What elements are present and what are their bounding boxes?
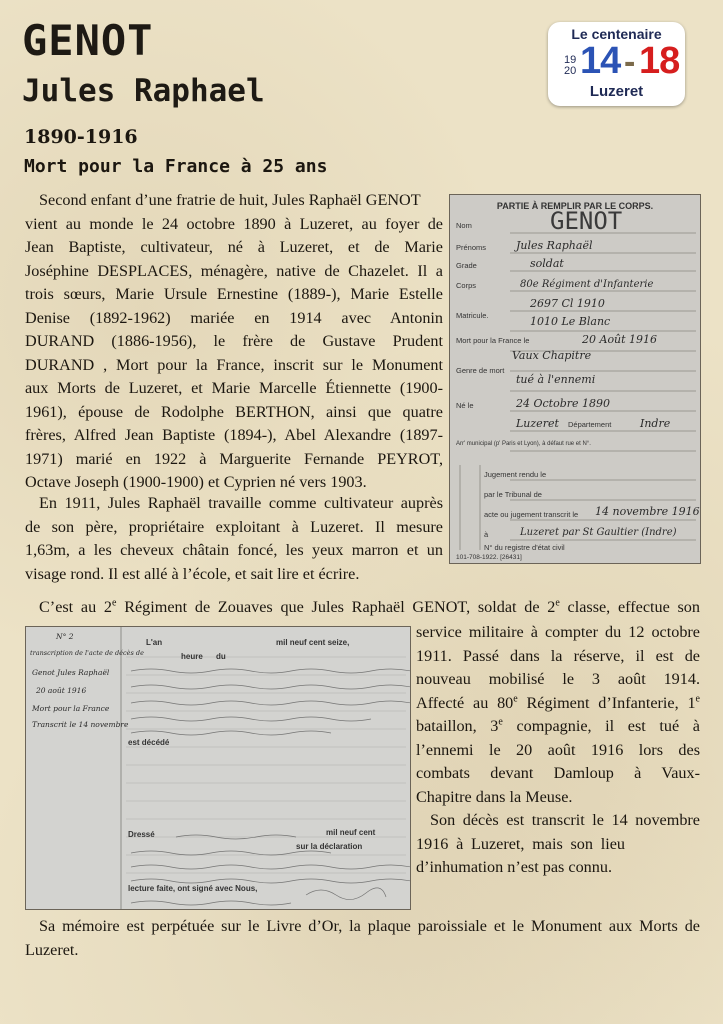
given-names: Jules Raphael — [22, 73, 265, 109]
card1-label: Matricule. — [456, 311, 489, 320]
p3-line — [416, 715, 700, 739]
card1-label: Département — [568, 420, 612, 429]
card2-margin: Transcrit le 14 novembre — [32, 720, 129, 729]
card1-label: Arr' municipal (p' Paris et Lyon), à défaut rue et N°. — [456, 441, 591, 447]
card2-printed: L'an — [146, 638, 163, 647]
card1-value: 20 Août 1916 — [582, 333, 658, 346]
p3-sup: e — [555, 597, 560, 609]
card2-printed: lecture faite, ont signé avec Nous, — [128, 884, 258, 893]
paragraph-1911 — [25, 492, 443, 586]
p4-line: d’inhumation n’est pas connu. — [416, 858, 613, 876]
logo-bottom-text: Luzeret — [589, 83, 644, 100]
p2-line: 1,63m, a les cheveux châtain foncé, les yeux marron et un — [25, 541, 443, 559]
p3-line: 1911. Passé dans la réserve, il est de — [416, 646, 700, 665]
p5-line: Sa mémoire est perpétuée sur le Livre d’Or, la plaque paroissiale et le Monument aux Morts de — [39, 917, 700, 935]
p3-line: Chapitre dans la Meuse. — [416, 787, 573, 806]
card1-value: Jules Raphaël — [516, 239, 593, 252]
p1-line: DURAND (1886-1956), le frère de Gustave Prudent — [25, 332, 443, 350]
p3-sup: e — [513, 693, 518, 705]
p3-line: combats devant Damloup à Vaux- — [416, 764, 700, 782]
paragraph-memory — [25, 915, 700, 962]
logo-18: 18 — [639, 40, 680, 82]
p1-line: DURAND , Mort pour la France, inscrit sur le Monument — [25, 355, 443, 374]
p3-line: service militaire à compter du 12 octobre — [416, 623, 700, 641]
p1-line: aux Morts de Luzeret, et Marie Marcelle Étiennette (1900- — [25, 379, 443, 397]
surname: GENOT — [22, 16, 154, 65]
card1-label: Jugement rendu le — [484, 470, 547, 479]
logo-14: 14 — [580, 40, 621, 82]
card1-label: Nom — [456, 221, 472, 230]
card1-header: PARTIE À REMPLIR PAR LE CORPS. — [496, 201, 654, 211]
death-transcript-register — [25, 626, 411, 910]
p5-line: Luzeret. — [25, 940, 79, 959]
p1-line: Second enfant d’une fratrie de huit, Jules Raphaël GENOT — [39, 191, 421, 209]
p1-line: Octave Joseph (1900-1900) et Cyprien né vers 1903. — [25, 473, 367, 491]
p1-line: 1961), épouse de Rodolphe BERTHON, ainsi que quatre — [25, 402, 443, 421]
card2-margin: N° 2 — [56, 632, 74, 641]
card2-printed: mil neuf cent — [326, 828, 376, 837]
card2-printed: mil neuf cent seize, — [276, 638, 350, 647]
card2-margin: Genot Jules Raphaël — [32, 668, 110, 677]
card2-margin: Mort pour la France — [32, 704, 110, 713]
card1-value: 80e Régiment d'Infanterie — [520, 279, 654, 290]
card1-value: Indre — [640, 417, 671, 430]
card1-value: Luzeret — [516, 417, 559, 430]
logo-small-bottom: 20 — [564, 65, 577, 77]
card2-printed: du — [216, 652, 226, 661]
paragraph-transcription — [416, 809, 700, 880]
p1-line: Jean Baptiste, cultivateur, né à Luzeret, et de Marie — [25, 238, 443, 256]
p3-line: l’ennemi le 20 août 1916 lors des — [416, 740, 700, 759]
logo-small-top: 19 — [564, 54, 577, 66]
death-record-card — [449, 194, 701, 564]
p2-line: En 1911, Jules Raphaël travaille comme cultivateur auprès — [39, 494, 443, 512]
card1-value: 1010 Le Blanc — [530, 315, 611, 328]
card1-value: Luzeret par St Gaultier (Indre) — [520, 527, 677, 538]
card2-printed: heure — [181, 652, 203, 661]
card2-margin: 20 août 1916 — [36, 686, 87, 695]
p3-sup: e — [112, 597, 117, 609]
card1-value: tué à l'ennemi — [516, 373, 596, 386]
p2-line: de son père, propriétaire exploitant à Luzeret. Il mesure — [25, 517, 443, 536]
card1-label: par le Tribunal de — [484, 490, 542, 499]
p1-line: Denise (1892-1962) mariée en 1914 avec Antonin — [25, 308, 443, 327]
p3-text: compagnie, il est tué à — [502, 717, 700, 735]
life-years: 1890-1916 — [24, 126, 138, 148]
p1-line: 1971) marié en 1922 à Marguerite Fernande PEYROT, — [25, 449, 443, 468]
card1-label: Mort pour la France le — [456, 336, 530, 345]
card1-label: Grade — [456, 261, 477, 270]
card1-value: Vaux Chapitre — [512, 349, 592, 362]
p3-text: C’est au 2 — [39, 598, 113, 616]
p3-text: bataillon, 3 — [416, 717, 499, 735]
p3-text: Régiment d’Infanterie, 1 — [517, 693, 696, 712]
logo-small-years — [564, 55, 576, 77]
card1-label: Né le — [456, 401, 474, 410]
card2-printed: est décédé — [128, 738, 170, 747]
card1-label: Genre de mort — [456, 366, 505, 375]
p2-line: visage rond. Il est allé à l’école, et sait lire et écrire. — [25, 564, 360, 583]
card1-label: Corps — [456, 281, 477, 290]
p1-line: trois sœurs, Marie Ursule Ernestine (1889-), Marie Estelle — [25, 285, 443, 303]
p3-line — [416, 692, 700, 716]
centenaire-logo — [548, 22, 685, 106]
logo-top-text: Le centenaire — [571, 26, 662, 42]
p3-text: classe, effectue son — [559, 598, 700, 616]
card1-value: 24 Octobre 1890 — [516, 397, 611, 410]
card2-margin: transcription de l'acte de décès de — [30, 649, 144, 657]
p4-line: 1916 à Luzeret, mais son lieu — [416, 834, 625, 853]
card1-value: soldat — [530, 257, 564, 270]
card1-label: acte ou jugement transcrit le — [484, 510, 579, 519]
p3-first-line — [25, 596, 700, 620]
card2-printed: sur la déclaration — [296, 842, 363, 851]
p3-text: Régiment de Zouaves que Jules Raphaël GENOT, soldat de 2 — [116, 598, 556, 616]
card1-label: N° du registre d'état civil — [484, 543, 565, 552]
subtitle: Mort pour la France à 25 ans — [24, 156, 328, 177]
p4-line: Son décès est transcrit le 14 novembre — [430, 811, 700, 829]
paragraph-service — [416, 621, 700, 809]
p3-sup: e — [695, 693, 700, 705]
card1-name: GENOT — [550, 207, 623, 235]
logo-dash: - — [624, 43, 636, 81]
p1-line: Joséphine DESPLACES, ménagère, native de Chazelet. Il a — [25, 261, 443, 280]
card1-footer: 101-708-1922. [26431] — [456, 554, 522, 561]
p1-line: vient au monde le 24 octobre 1890 à Luzeret, au foyer de — [25, 214, 443, 233]
card1-label: à — [484, 530, 489, 539]
card1-value: 2697 Cl 1910 — [530, 297, 605, 310]
p3-line: nouveau mobilisé le 3 août 1914. — [416, 670, 700, 688]
card2-printed: Dressé — [128, 830, 155, 839]
card1-value: 14 novembre 1916 — [595, 505, 700, 518]
p1-line: frères, Alfred Jean Baptiste (1894-), Abel Alexandre (1897- — [25, 426, 443, 444]
card1-label: Prénoms — [456, 243, 487, 252]
p3-sup: e — [498, 716, 503, 728]
paragraph-family — [25, 189, 443, 495]
p3-text: Affecté au 80 — [416, 693, 514, 712]
